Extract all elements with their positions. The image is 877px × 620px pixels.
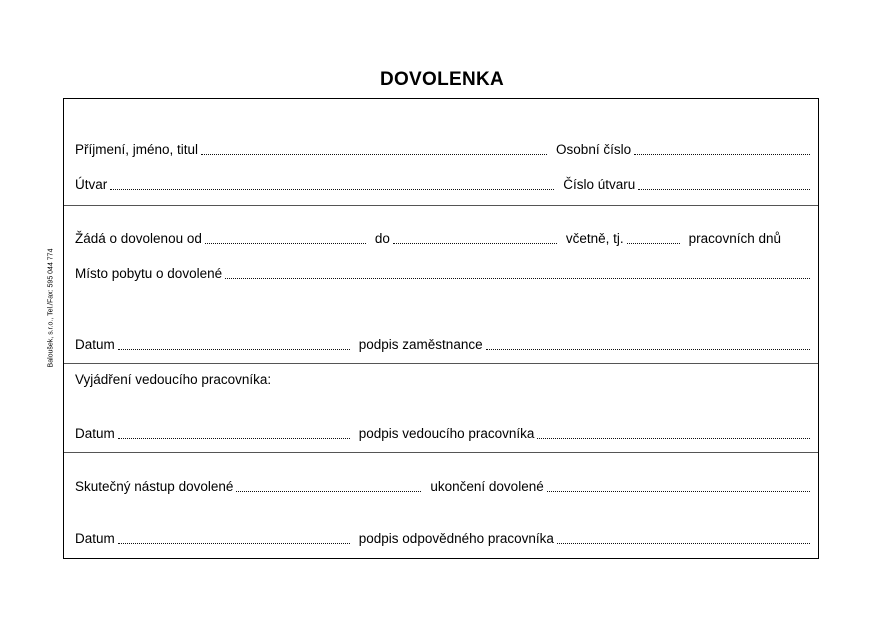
name-label: Příjmení, jméno, titul [75,142,199,157]
end-label: ukončení dovolené [430,479,544,494]
date-label: Datum [75,337,115,352]
responsible-sign-row [75,529,810,547]
unit-row [75,175,810,193]
location-row [75,264,810,282]
to-label: do [374,231,390,246]
location-label: Místo pobytu o dovolené [75,266,223,281]
date-from-field[interactable] [205,243,366,244]
actual-vacation-row [75,477,810,495]
section-divider-1 [64,205,818,206]
employee-signature-label: podpis zaměstnance [358,337,483,352]
working-days-label: pracovních dnů [688,231,781,246]
manager-statement-row [75,370,810,388]
date-field[interactable] [118,438,350,439]
form-title: DOVOLENKA [379,69,505,90]
inclusive-label: včetně, tj. [565,231,624,246]
request-row [75,229,810,247]
date-field[interactable] [118,349,350,350]
name-field[interactable] [201,154,547,155]
responsible-signature-label: podpis odpovědného pracovníka [358,531,554,546]
end-field[interactable] [547,491,810,492]
location-field[interactable] [225,278,810,279]
personal-number-label: Osobní číslo [556,142,632,157]
date-field[interactable] [118,543,350,544]
section-divider-2 [64,363,818,364]
manager-sign-row [75,424,810,442]
name-row [75,140,810,158]
unit-field[interactable] [110,189,554,190]
date-label: Datum [75,426,115,441]
employee-sign-row [75,335,810,353]
personal-number-field[interactable] [634,154,810,155]
actual-start-label: Skutečný nástup dovolené [75,479,234,494]
manager-signature-label: podpis vedoucího pracovníka [358,426,535,441]
unit-number-label: Číslo útvaru [563,177,636,192]
manager-statement-label: Vyjádření vedoucího pracovníka: [75,372,272,387]
unit-label: Útvar [75,177,108,192]
employee-signature-field[interactable] [486,349,810,350]
request-from-label: Žádá o dovolenou od [75,231,202,246]
section-divider-3 [64,452,818,453]
date-label: Datum [75,531,115,546]
responsible-signature-field[interactable] [557,543,810,544]
publisher-text: Baloušek, s.r.o., Tel./Fax: 595 044 774 [47,248,55,368]
days-count-field[interactable] [627,243,680,244]
actual-start-field[interactable] [236,491,421,492]
vacation-form [63,98,819,559]
date-to-field[interactable] [393,243,557,244]
unit-number-field[interactable] [638,189,810,190]
manager-signature-field[interactable] [537,438,810,439]
